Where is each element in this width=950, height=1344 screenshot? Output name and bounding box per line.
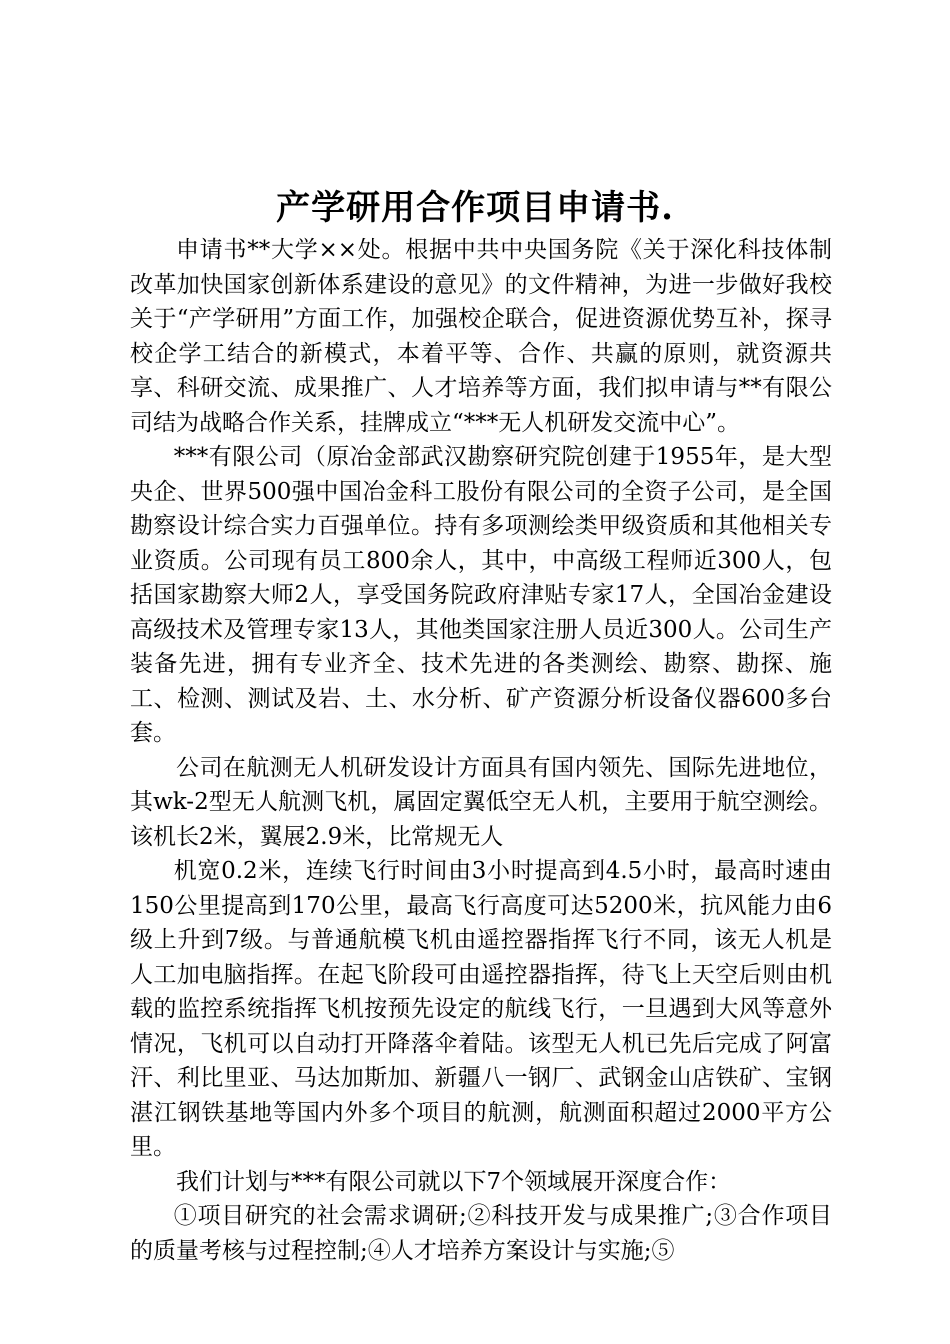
paragraph-application-intro: 申请书**大学××处。根据中共中央国务院《关于深化科技体制改革加快国家创新体系建设的意见》的文件精神，为进一步做好我校关于“产学研用”方面工作，加强校企联合，促进资源优势互补，探寻校企学工结合的新模式，本着平等、合作、共赢的原则，就资源共享、科研交流、成果推广、人才培养等方面，我们拟申请与**有限公司结为战略合作关系，挂牌成立“***无人机研发交流中心”。: [130, 237, 832, 436]
paragraph-cooperation-areas: ①项目研究的社会需求调研;②科技开发与成果推广;③合作项目的质量考核与过程控制;④人才培养方案设计与实施;⑤: [130, 1203, 832, 1264]
paragraph-uav-details: 机宽0.2米，连续飞行时间由3小时提高到4.5小时，最高时速由150公里提高到170公里，最高飞行高度可达5200米，抗风能力由6级上升到7级。与普通航模飞机由遥控器指挥飞行不同，该无人机是人工加电脑指挥。在起飞阶段可由遥控器指挥，待飞上天空后则由机载的监控系统指挥飞机按预先设定的航线飞行，一旦遇到大风等意外情况，飞机可以自动打开降落伞着陆。该型无人机已先后完成了阿富汗、利比里亚、马达加斯加、新疆八一钢厂、武钢金山店铁矿、宝钢湛江钢铁基地等国内外多个项目的航测，航测面积超过2000平方公里。: [130, 858, 832, 1160]
paragraph-cooperation-plan: 我们计划与***有限公司就以下7个领域展开深度合作：: [176, 1168, 732, 1195]
document-title: 产学研用合作项目申请书.: [276, 188, 674, 228]
document-body: [130, 233, 832, 1268]
paragraph-uav-lead: 公司在航测无人机研发设计方面具有国内领先、国际先进地位，其wk-2型无人航测飞机，属固定翼低空无人机，主要用于航空测绘。该机长2米，翼展2.9米，比常规无人: [130, 754, 832, 850]
paragraph-company-profile: ***有限公司（原冶金部武汉勘察研究院创建于1955年，是大型央企、世界500强中国冶金科工股份有限公司的全资子公司，是全国勘察设计综合实力百强单位。持有多项测绘类甲级资质和其他相关专业资质。公司现有员工800余人，其中，中高级工程师近300人，包括国家勘察大师2人，享受国务院政府津贴专家17人，全国冶金建设高级技术及管理专家13人，其他类国家注册人员近300人。公司生产装备先进，拥有专业齐全、技术先进的各类测绘、勘察、勘探、施工、检测、测试及岩、土、水分析、矿产资源分析设备仪器600多台套。: [130, 444, 832, 746]
